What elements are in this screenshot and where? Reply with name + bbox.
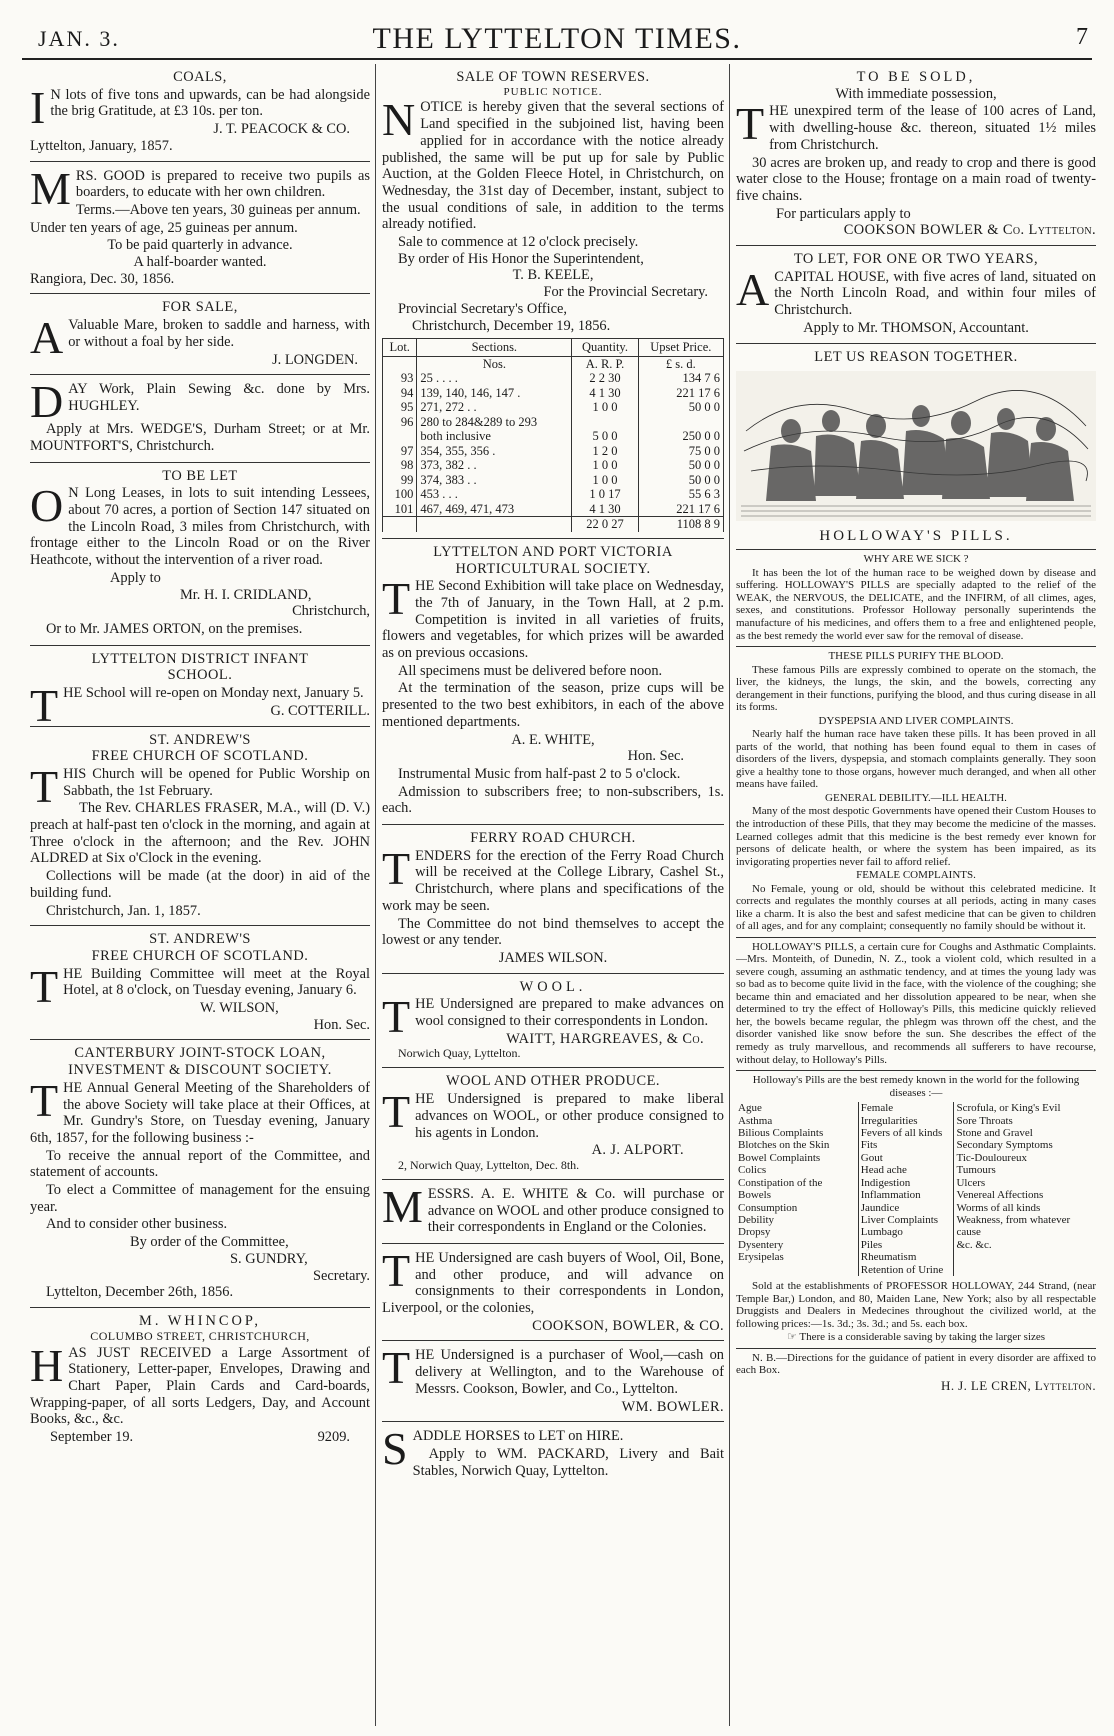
ad-nb: N. B.—Directions for the guidance of patient in every disorder are affixed to each Box. xyxy=(736,1351,1096,1377)
table-cell: 467, 469, 471, 473 xyxy=(417,502,572,517)
table-cell: 354, 355, 356 . xyxy=(417,444,572,459)
engraving-illustration xyxy=(736,371,1096,521)
ad-body: ADDLE HORSES to LET on HIRE. xyxy=(412,1428,624,1445)
column-3 xyxy=(736,64,1096,1728)
ad-apply: For particulars apply to xyxy=(776,205,911,222)
disease-item: Rheumatism xyxy=(860,1251,917,1264)
ad-number: 9209. xyxy=(317,1429,350,1446)
disease-column xyxy=(858,1102,954,1276)
ad-note: A half-boarder wanted. xyxy=(133,254,267,271)
ad-note: Sale to commence at 12 o'clock precisely. xyxy=(398,234,639,251)
ad-note xyxy=(736,1331,1096,1344)
ad-signature: W. WILSON, xyxy=(200,1000,279,1017)
table-row xyxy=(383,487,724,502)
ad-role: For the Provincial Secretary. xyxy=(543,284,708,301)
ad-title: FERRY ROAD CHURCH. xyxy=(470,830,636,847)
ad-apply: Apply at Mrs. WEDGE'S, Durham Street; or at Mr. MOUNTFORT'S, Christchurch. xyxy=(30,421,370,454)
ad-subtitle: With immediate possession, xyxy=(835,85,997,102)
ad-signature: G. COTTERILL. xyxy=(270,702,370,719)
disease-item: Ague xyxy=(738,1102,762,1115)
ad-town-reserves xyxy=(382,64,724,539)
table-cell: 96 xyxy=(383,415,417,430)
disease-item: Erysipelas xyxy=(738,1251,784,1264)
disease-item: Asthma xyxy=(738,1114,773,1127)
table-cell: 1 0 17 xyxy=(572,487,638,502)
ad-note-text: There is a considerable saving by taking the larger sizes xyxy=(799,1331,1046,1344)
ad-to-be-let xyxy=(30,463,370,646)
section-heading: GENERAL DEBILITY.—ILL HEALTH. xyxy=(825,791,1007,804)
ad-dateline: Christchurch, Jan. 1, 1857. xyxy=(46,902,201,919)
disease-item: Dysentery xyxy=(738,1238,784,1251)
table-cell: 55 6 3 xyxy=(638,487,723,502)
table-row xyxy=(383,400,724,415)
disease-item: Indigestion xyxy=(860,1176,911,1189)
table-header: Quantity. xyxy=(572,339,638,357)
ad-body: HE unexpired term of the lease of 100 acres of Land, with dwelling-house &c. thereon, situated 1½ miles from Christchurch. xyxy=(769,103,1096,153)
page-number: 7 xyxy=(1076,24,1088,50)
ad-title: WOOL AND OTHER PRODUCE. xyxy=(445,1073,661,1090)
table-cell: 271, 272 . . xyxy=(417,400,572,415)
disease-column xyxy=(736,1102,858,1276)
table-cell: 4 1 30 xyxy=(572,386,638,401)
table-cell: 97 xyxy=(383,444,417,459)
ad-role: Secretary. xyxy=(313,1267,370,1284)
table-row xyxy=(383,458,724,473)
table-cell: 94 xyxy=(383,386,417,401)
table-row xyxy=(383,444,724,459)
ad-office: Provincial Secretary's Office, xyxy=(398,300,567,317)
masthead xyxy=(22,18,1092,60)
disease-item: &c. &c. xyxy=(956,1238,992,1251)
table-cell: 374, 383 . . xyxy=(417,473,572,488)
ad-dateline: Christchurch, December 19, 1856. xyxy=(412,317,611,334)
ad-role: Hon. Sec. xyxy=(313,1016,370,1033)
ad-dateline: Lyttelton, December 26th, 1856. xyxy=(46,1284,234,1301)
ad-dateline: Rangiora, Dec. 30, 1856. xyxy=(30,270,175,287)
ad-body: To elect a Committee of management for the ensuing year. xyxy=(30,1182,370,1215)
drop-cap: T xyxy=(382,842,411,894)
ad-intro: Holloway's Pills are the best remedy known in the world for the following diseases :— xyxy=(752,1074,1080,1099)
ad-title: M. WHINCOP, xyxy=(139,1313,261,1329)
disease-item: Female Irregularities xyxy=(860,1102,918,1127)
drop-cap: T xyxy=(382,991,411,1043)
table-cell xyxy=(383,517,417,532)
disease-item: Bowel Complaints xyxy=(738,1151,821,1164)
ad-title: LET US REASON TOGETHER. xyxy=(814,348,1018,365)
ad-holloways-pills xyxy=(736,344,1096,1399)
ad-body: And to consider other business. xyxy=(46,1216,228,1233)
ad-body: The Rev. CHARLES FRASER, M.A., will (D. V.) preach at half-past ten o'clock in the morning, and again at Three o'clock in the afternoon; and the Rev. JOHN ALDRED at Six o'Clock in the evening. xyxy=(30,800,370,867)
ad-title: FOR SALE, xyxy=(162,299,238,316)
ad-body: AS JUST RECEIVED a Large Assortment of Stationery, Letter-paper, Envelopes, Drawing and Chart Paper, Plain Cards and Card-boards, Wrapping-paper, of all sorts Ledgers, Day, and Account Books, &c., &c. xyxy=(30,1344,370,1428)
table-cell: 50 0 0 xyxy=(638,458,723,473)
ad-body: N lots of five tons and upwards, can be had alongside the brig Gratitude, at £3 10s. per ton. xyxy=(50,86,370,120)
ad-st-andrews-1 xyxy=(30,727,370,927)
ad-body: No Female, young or old, should be without this celebrated medicine. It corrects and regulates the monthly courses at all periods, acting in many cases like a charm. It is also the best and safest medicine that can be given to children of all ages, and for any complaint; consequently no family should be without it. xyxy=(736,882,1096,933)
ad-title: WOOL. xyxy=(519,978,587,995)
table-header: Lot. xyxy=(383,339,417,357)
table-cell: 453 . . . xyxy=(417,487,572,502)
ad-infant-school xyxy=(30,646,370,732)
disease-item: Scrofula, or King's Evil xyxy=(956,1102,1061,1115)
ad-wool xyxy=(382,974,724,1069)
drop-cap: D xyxy=(30,376,64,428)
ad-to-be-sold xyxy=(736,64,1096,246)
drop-cap: T xyxy=(30,760,59,812)
drop-cap: O xyxy=(30,480,64,532)
ad-ferry-road-church xyxy=(382,825,724,974)
drop-cap: T xyxy=(382,1086,411,1138)
ad-body: Admission to subscribers free; to non-subscribers, 1s. each. xyxy=(382,783,724,817)
ad-body: N Long Leases, in lots to suit intending Lessees, about 70 acres, a portion of Section 147 situated on the Lincoln Road, 3 miles from Christchurch, with frontage either to the Lincoln Road or on the River Heathcote, without the intervention of a river road. xyxy=(30,485,370,569)
table-row xyxy=(383,429,724,444)
ad-note: To be paid quarterly in advance. xyxy=(107,237,293,254)
drop-cap: H xyxy=(30,1339,64,1391)
table-cell: 134 7 6 xyxy=(638,371,723,386)
disease-item: Inflammation xyxy=(860,1189,921,1202)
ad-signature: A. J. ALPORT. xyxy=(591,1142,684,1159)
table-cell: 373, 382 . . xyxy=(417,458,572,473)
table-cell xyxy=(638,415,723,430)
ad-body: The Committee do not bind themselves to accept the lowest or any tender. xyxy=(382,915,724,949)
ad-title: LYTTELTON DISTRICT INFANT SCHOOL. xyxy=(91,650,309,684)
table-cell: 98 xyxy=(383,458,417,473)
disease-item: Dropsy xyxy=(738,1226,771,1239)
ad-apply: Apply to WM. PACKARD, Livery and Bait Stables, Norwich Quay, Lyttelton. xyxy=(412,1445,724,1479)
disease-item: Constipation of the Bowels xyxy=(738,1176,823,1202)
table-cell: 2 2 30 xyxy=(572,371,638,386)
newspaper-title: THE LYTTELTON TIMES. xyxy=(372,22,742,55)
ad-subtitle: PUBLIC NOTICE. xyxy=(503,85,603,98)
ad-body: These famous Pills are expressly combined to operate on the stomach, the liver, the kidneys, the lungs, the skin, and the bowels, correcting any derangement in their functions, purifying the blood, and thus curing disease in all its forms. xyxy=(736,663,1096,714)
disease-item: Worms of all kinds xyxy=(956,1201,1041,1214)
table-cell xyxy=(417,517,572,532)
ad-for-sale xyxy=(30,294,370,375)
ad-title: TO BE LET xyxy=(162,467,238,484)
ad-body: HE Undersigned is a purchaser of Wool,—cash on delivery at Wellington, and to the Warehouse of Messrs. Cookson, Bowler, and Co., Lyttelton. xyxy=(415,1347,724,1397)
table-header: Sections. xyxy=(417,339,572,357)
drop-cap: N xyxy=(382,94,416,146)
table-cell: 100 xyxy=(383,487,417,502)
disease-item: Weakness, from whatever cause xyxy=(956,1213,1071,1239)
table-subheader xyxy=(383,356,417,371)
ad-st-andrews-2 xyxy=(30,926,370,1040)
ad-apply: Apply to xyxy=(110,569,161,586)
table-row xyxy=(383,415,724,430)
disease-item: Head ache xyxy=(860,1164,907,1177)
disease-item: Consumption xyxy=(738,1201,798,1214)
drop-cap: T xyxy=(30,680,59,732)
table-cell: 221 17 6 xyxy=(638,502,723,517)
table-cell: 139, 140, 146, 147 . xyxy=(417,386,572,401)
ad-body: CAPITAL HOUSE, with five acres of land, situated on the North Lincoln Road, and within four miles of Christchurch. xyxy=(774,268,1096,319)
drop-cap: T xyxy=(382,1342,411,1394)
ad-wool-produce xyxy=(382,1068,724,1179)
ad-title: TO LET, FOR ONE OR TWO YEARS, xyxy=(793,251,1039,268)
ad-body: RS. GOOD is prepared to receive two pupils as boarders, to educate with her own children. xyxy=(75,167,370,201)
ad-whincop xyxy=(30,1308,370,1452)
ad-body: OTICE is hereby given that the several sections of Land specified in the subjoined list, having been applied for in accordance with the notice already published, the same will be put up for sale by Public Auction, at the Golden Fleece Hotel, in Christchurch, on Wednesday, the 31st day of December, instant, subject to the usual conditions of sale, in addition to the terms already notified. xyxy=(382,99,724,233)
table-cell: 250 0 0 xyxy=(638,429,723,444)
disease-item: Ulcers xyxy=(956,1176,986,1189)
disease-item: Piles xyxy=(860,1238,883,1251)
ad-title: CANTERBURY JOINT-STOCK LOAN, INVESTMENT & DISCOUNT SOCIETY. xyxy=(68,1045,332,1079)
ad-day-work xyxy=(30,375,370,462)
ad-footer xyxy=(30,1429,370,1446)
ad-white-co xyxy=(382,1180,724,1244)
table-cell: 1108 8 9 xyxy=(638,517,723,532)
ad-body: ENDERS for the erection of the Ferry Road Church will be received at the College Library, Cashel St., Christchurch, where plans and specifications of the work may be seen. xyxy=(382,847,724,914)
ad-sold-at: Sold at the establishments of PROFESSOR HOLLOWAY, 244 Strand, (near Temple Bar,) London, and 80, Maiden Lane, New York; also by all respectable Druggists and Dealers in Medecines throughout the civilized world, at the following prices:—1s. 3d.; 3s. 3d.; and 5s. each box. xyxy=(736,1280,1096,1330)
ad-signature: J. LONGDEN. xyxy=(272,351,358,368)
ad-testimonial: HOLLOWAY'S PILLS, a certain cure for Coughs and Asthmatic Complaints.—Mrs. Monteith, of Dunedin, N. Z., took a violent cold, which resulted in a severe cough, assuming an asthmatic tendency, and at times the young lady was so bad as to become quite livid in the face, with the violence of the coughing; she became thin and emaciated and her dissolution appeared to be near, when she determined to try the effect of Holloway's Pills, this medicine quickly relieved her, the bowels became regular, the phlegm was thrown off the chest, and the disorder vanished like snow before the sun. She describes the effect of the remedy as truly marvellous, and recommends all sufferers to have recourse, without delay, to Holloway's Pills. xyxy=(736,940,1096,1066)
ad-title: ST. ANDREW'S xyxy=(149,731,251,748)
ad-body: To receive the annual report of the Committee, and statement of accounts. xyxy=(30,1147,370,1181)
ad-terms: Terms.—Above ten years, 30 guineas per annum. xyxy=(75,201,361,218)
ad-signature: COOKSON, BOWLER, & CO. xyxy=(532,1317,724,1334)
disease-table xyxy=(736,1102,1096,1276)
ad-body: Collections will be made (at the door) in aid of the building fund. xyxy=(30,868,370,901)
ad-title: ST. ANDREW'S xyxy=(149,931,251,948)
disease-item: Jaundice xyxy=(860,1201,900,1214)
drop-cap: M xyxy=(30,162,71,214)
ad-coals xyxy=(30,64,370,162)
issue-date: JAN. 3. xyxy=(38,26,120,51)
disease-item: Liver Complaints xyxy=(860,1213,939,1226)
table-row xyxy=(383,386,724,401)
disease-item: Sore Throats xyxy=(956,1114,1013,1127)
table-cell xyxy=(383,429,417,444)
ad-body: AY Work, Plain Sewing &c. done by Mrs. HUGHLEY. xyxy=(68,381,370,414)
ad-place: 2, Norwich Quay, Lyttelton, Dec. 8th. xyxy=(398,1157,580,1172)
table-cell: 95 xyxy=(383,400,417,415)
ad-signature: T. B. KEELE, xyxy=(512,267,594,284)
ad-signature: WAITT, HARGREAVES, & Co. xyxy=(506,1030,704,1047)
ad-terms: Under ten years of age, 25 guineas per annum. xyxy=(30,219,298,236)
ad-address: COLUMBO STREET, CHRISTCHURCH, xyxy=(90,1328,310,1343)
ad-signature: WM. BOWLER. xyxy=(621,1398,724,1415)
table-cell: 101 xyxy=(383,502,417,517)
ad-canterbury-society xyxy=(30,1040,370,1308)
ad-signature: A. E. WHITE, xyxy=(511,731,595,748)
section-heading: WHY ARE WE SICK ? xyxy=(863,553,969,566)
ad-body: HE Undersigned is prepared to make liberal advances on WOOL, or other produce consigned to his agents in London. xyxy=(415,1091,724,1141)
ad-title: COALS, xyxy=(173,69,227,85)
table-cell: 1 0 0 xyxy=(572,458,638,473)
ad-body: Instrumental Music from half-past 2 to 5 o'clock. xyxy=(398,765,681,782)
ad-signature: S. GUNDRY, xyxy=(230,1250,308,1267)
drop-cap: T xyxy=(382,573,411,625)
section-heading: DYSPEPSIA AND LIVER COMPLAINTS. xyxy=(818,714,1014,727)
column-2 xyxy=(382,64,724,1728)
drop-cap: T xyxy=(30,1074,59,1126)
ad-title: SALE OF TOWN RESERVES. xyxy=(456,69,650,85)
ad-body: HE Second Exhibition will take place on Wednesday, the 7th of January, in the Town Hall, at 2 p.m. Competition is invited in all varieties of fruits, flowers and vegetables, for which prizes will be awarded as on previous occasions. xyxy=(382,578,724,662)
ad-body: All specimens must be delivered before noon. xyxy=(398,662,663,679)
drop-cap: I xyxy=(30,81,46,133)
table-cell: 25 . . . . xyxy=(417,371,572,386)
ad-dateline: Lyttelton, January, 1857. xyxy=(30,137,173,154)
table-cell: 50 0 0 xyxy=(638,400,723,415)
drop-cap: S xyxy=(382,1423,408,1475)
disease-item: Stone and Gravel xyxy=(956,1126,1033,1139)
ad-place: Norwich Quay, Lyttelton. xyxy=(398,1046,521,1061)
table-subheader: A. R. P. xyxy=(572,356,638,371)
ad-title: FREE CHURCH OF SCOTLAND. xyxy=(91,748,309,765)
disease-item: Fevers of all kinds xyxy=(860,1126,943,1139)
ad-role: Hon. Sec. xyxy=(627,748,684,765)
ad-cash-buyers xyxy=(382,1244,724,1342)
table-cell: 1 0 0 xyxy=(572,400,638,415)
ad-order: By order of His Honor the Superintendent, xyxy=(398,250,644,267)
reserves-table xyxy=(382,338,724,532)
table-cell: 50 0 0 xyxy=(638,473,723,488)
table-cell: 75 0 0 xyxy=(638,444,723,459)
table-cell: 4 1 30 xyxy=(572,502,638,517)
ad-wool-purchaser xyxy=(382,1341,724,1422)
ad-signature: JAMES WILSON. xyxy=(498,949,608,966)
table-cell: both inclusive xyxy=(417,429,572,444)
table-cell: 280 to 284&289 to 293 xyxy=(417,415,572,430)
section-heading: FEMALE COMPLAINTS. xyxy=(856,869,976,882)
drop-cap: M xyxy=(382,1180,423,1232)
disease-item: Secondary Symptoms xyxy=(956,1139,1053,1152)
drop-cap: T xyxy=(30,960,59,1012)
table-cell: 1 2 0 xyxy=(572,444,638,459)
disease-item: Lumbago xyxy=(860,1226,903,1239)
ad-title: LYTTELTON AND PORT VICTORIA HORTICULTURAL SOCIETY. xyxy=(433,543,673,577)
table-row xyxy=(383,502,724,517)
drop-cap: A xyxy=(30,312,64,364)
ad-body: At the termination of the season, prize cups will be presented to the two best exhibitors, in each of the above mentioned departments. xyxy=(382,680,724,730)
table-subheader: £ s. d. xyxy=(638,356,723,371)
disease-item: Retention of Urine xyxy=(860,1263,944,1276)
ad-body: HE Annual General Meeting of the Shareholders of the above Society will take place at their Offices, at Mr. Gundry's Store, on Tuesday evening, January 6th, 1857, for the following business :- xyxy=(30,1079,370,1146)
drop-cap: T xyxy=(382,1244,411,1296)
disease-column xyxy=(954,1102,1096,1276)
ad-order: By order of the Committee, xyxy=(130,1234,289,1251)
ad-apply: Apply to Mr. THOMSON, Accountant. xyxy=(803,319,1029,336)
ad-caption: HOLLOWAY'S PILLS. xyxy=(819,527,1013,544)
table-cell: 99 xyxy=(383,473,417,488)
ad-body: HE School will re-open on Monday next, January 5. xyxy=(63,685,364,702)
table-subheader: Nos. xyxy=(417,356,572,371)
ad-contact: Or to Mr. JAMES ORTON, on the premises. xyxy=(46,620,303,637)
ad-saddle-horses xyxy=(382,1422,724,1486)
column-rule xyxy=(729,64,730,1726)
ad-body: Many of the most despotic Governments have opened their Custom Houses to the introduction of these Pills, that they may become the medicine of the masses. Learned colleges admit that this medicine is the best remedy ever known for persons of delicate health, or where the system has been impaired, as its invigorating properties never fail to afford relief. xyxy=(736,805,1096,868)
ad-body: HE Undersigned are prepared to make advances on wool consigned to their correspondents in London. xyxy=(415,996,724,1030)
table-header: Upset Price. xyxy=(638,339,723,357)
column-1 xyxy=(30,64,370,1728)
disease-item: Colics xyxy=(738,1164,767,1177)
column-rule xyxy=(375,64,376,1726)
table-row xyxy=(383,473,724,488)
table-cell: 22 0 27 xyxy=(572,517,638,532)
ad-title: TO BE SOLD, xyxy=(856,69,976,85)
table-total-row xyxy=(383,517,724,532)
disease-item: Gout xyxy=(860,1151,883,1164)
disease-item: Venereal Affections xyxy=(956,1189,1044,1202)
drop-cap: A xyxy=(736,263,770,315)
table-row xyxy=(383,371,724,386)
ad-signature: COOKSON BOWLER & Co. Lyttelton. xyxy=(843,222,1096,239)
ad-signature: J. T. PEACOCK & CO. xyxy=(213,121,350,138)
table-cell: 5 0 0 xyxy=(572,429,638,444)
ad-body: HIS Church will be opened for Public Worship on Sabbath, the 1st February. xyxy=(63,765,370,799)
ad-place: Christchurch, xyxy=(292,603,370,620)
ad-body: It has been the lot of the human race to be weighed down by disease and suffering. HOLLOWAY'S PILLS are specially adapted to the relief of the WEAK, the NERVOUS, the DELICATE, and the INFIRM, of all climes, ages, sexes, and constitutions. Professor Holloway personally superintends the manufacture of his medicines, and offers them to a free and enlightened people, as the best remedy the world ever saw for the removal of disease. xyxy=(736,566,1096,642)
table-cell: 93 xyxy=(383,371,417,386)
pointing-hand-icon: ☞ xyxy=(786,1331,800,1344)
section-heading: THESE PILLS PURIFY THE BLOOD. xyxy=(828,650,1004,663)
disease-item: Debility xyxy=(738,1213,775,1226)
ad-horticultural xyxy=(382,539,724,825)
disease-item: Bilious Complaints xyxy=(738,1126,824,1139)
ad-body: Nearly half the human race have taken these pills. It has been proved in all parts of the world, that nothing has been found equal to them in cases of disorders of the livers, dyspepsia, and stomach complaints generally. They soon give a healthy tone to those organs, however much deranged, and when all other means have failed. xyxy=(736,728,1096,791)
ad-body: HE Building Committee will meet at the Royal Hotel, at 8 o'clock, on Tuesday evening, January 6. xyxy=(63,965,370,999)
ad-mrs-good xyxy=(30,162,370,295)
ad-body: ESSRS. A. E. WHITE & Co. will purchase or advance on WOOL and other produce consigned to their correspondents in England or the Colonies. xyxy=(427,1185,724,1236)
ad-body: HE Undersigned are cash buyers of Wool, Oil, Bone, and other produce, and will advance on consignments to their correspondents in London, Liverpool, or the colonies, xyxy=(382,1249,724,1317)
table-cell: 1 0 0 xyxy=(572,473,638,488)
disease-item: Tumours xyxy=(956,1164,996,1177)
disease-item: Fits xyxy=(860,1139,878,1152)
ad-contact: Mr. H. I. CRIDLAND, xyxy=(180,586,312,603)
drop-cap: T xyxy=(736,98,765,150)
ad-body: 30 acres are broken up, and ready to crop and there is good water close to the House; frontage on a main road of twenty-five chains. xyxy=(736,154,1096,204)
table-cell xyxy=(572,415,638,430)
disease-item: Blotches on the Skin xyxy=(738,1139,830,1152)
disease-item: Tic-Douloureux xyxy=(956,1151,1027,1164)
ad-title: FREE CHURCH OF SCOTLAND. xyxy=(91,947,309,964)
ad-body: Valuable Mare, broken to saddle and harness, with or without a foal by her side. xyxy=(68,317,370,350)
table-cell: 221 17 6 xyxy=(638,386,723,401)
ad-dateline: September 19. xyxy=(50,1429,134,1446)
ad-signature: H. J. LE CREN, Lyttelton. xyxy=(941,1377,1096,1393)
ad-to-let-house xyxy=(736,246,1096,344)
